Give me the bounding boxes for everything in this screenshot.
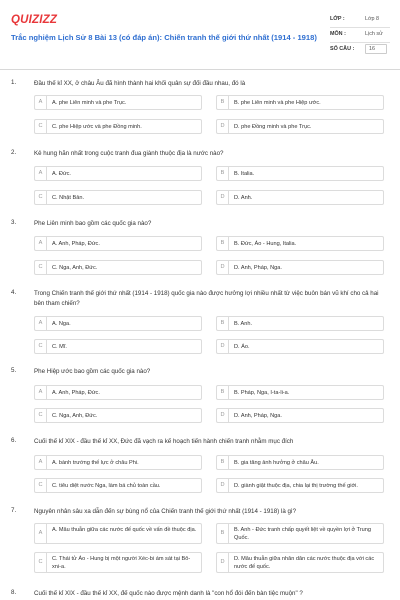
option-b[interactable] [216, 455, 384, 470]
question-text: Phe Liên minh bao gồm các quốc gia nào? [34, 220, 152, 227]
option-c[interactable] [34, 552, 202, 573]
option-text: A. Mâu thuẫn giữa các nước đế quốc về vấn đề thuộc địa. [52, 527, 197, 533]
question-number: 2. [11, 149, 17, 156]
option-letter: B [217, 237, 229, 250]
option-c[interactable] [34, 478, 202, 493]
option-a[interactable] [34, 455, 202, 470]
question-text: Cuối thế kỉ XIX - đầu thế kỉ XX, Đức đã vạch ra kế hoạch tiến hành chiến tranh nhằm mục đích [34, 438, 294, 445]
document-title: Trắc nghiệm Lịch Sử 8 Bài 13 (có đáp án): Chiến tranh thế giới thứ nhất (1914 - 1918) [11, 33, 317, 42]
option-text: C. tiêu diệt nước Nga, làm bá chủ toàn cầu. [52, 482, 161, 489]
option-text: D. Anh, Pháp, Nga. [234, 412, 282, 419]
option-letter: A [35, 386, 47, 399]
option-text: C. Nhật Bản. [52, 194, 85, 201]
option-c[interactable] [34, 190, 202, 205]
option-text: C. Mĩ. [52, 343, 67, 350]
option-letter: A [35, 96, 47, 109]
option-letter: A [35, 237, 47, 250]
option-letter: C [35, 409, 47, 422]
option-text: C. Nga, Anh, Đức. [52, 412, 98, 419]
option-b[interactable] [216, 385, 384, 400]
option-d[interactable] [216, 260, 384, 275]
question-text: Nguyên nhân sâu xa dẫn đến sự bùng nổ của Chiến tranh thế giới thứ nhất (1914 - 1918) là gì? [34, 508, 297, 515]
option-letter: D [217, 479, 229, 492]
question-text: Kẻ hung hăn nhất trong cuộc tranh đua giành thuộc địa là nước nào? [34, 150, 224, 157]
option-a[interactable] [34, 523, 202, 544]
question-number: 7. [11, 507, 17, 514]
option-text: A. Anh, Pháp, Đức. [52, 389, 100, 396]
option-c[interactable] [34, 119, 202, 134]
option-letter: D [217, 191, 229, 204]
option-letter: B [217, 96, 229, 109]
option-b[interactable] [216, 95, 384, 110]
option-d[interactable] [216, 478, 384, 493]
option-text: D. Mâu thuẫn giữa nhân dân các nước thuộc địa với các nước đế quốc. [234, 556, 375, 570]
quizizz-logo: QUIZIZZ [11, 14, 58, 26]
option-letter: C [35, 261, 47, 274]
option-letter: D [217, 120, 229, 133]
meta-value: Lớp 8 [365, 16, 380, 22]
option-letter: C [35, 479, 47, 492]
option-c[interactable] [34, 260, 202, 275]
question-number: 5. [11, 367, 17, 374]
option-b[interactable] [216, 236, 384, 251]
meta-value: 16 [365, 44, 387, 54]
option-text: B. Đức, Áo - Hung, Italia. [234, 240, 297, 247]
option-letter: A [35, 524, 47, 543]
option-text: A. Đức. [52, 170, 71, 177]
option-letter: C [35, 340, 47, 353]
option-text: C. Thái tử Áo - Hung bị một người Xéc-bi ám sát tại Bô-xni-a. [52, 556, 191, 570]
option-a[interactable] [34, 236, 202, 251]
option-text: C. Nga, Anh, Đức. [52, 264, 98, 271]
option-text: B. gia tăng ảnh hưởng ở châu Âu. [234, 459, 319, 466]
option-d[interactable] [216, 552, 384, 573]
option-text: D. Áo. [234, 343, 250, 350]
option-d[interactable] [216, 408, 384, 423]
question-number: 8. [11, 589, 17, 596]
option-letter: C [35, 120, 47, 133]
option-letter: B [217, 167, 229, 180]
option-b[interactable] [216, 166, 384, 181]
meta-label: SỐ CÂU : [330, 46, 355, 52]
page-header [0, 0, 400, 68]
option-text: A. Anh, Pháp, Đức. [52, 240, 100, 247]
option-letter: C [35, 191, 47, 204]
option-a[interactable] [34, 316, 202, 331]
option-letter: D [217, 340, 229, 353]
option-a[interactable] [34, 95, 202, 110]
option-letter: B [217, 456, 229, 469]
option-text: D. giành giật thuộc địa, chia lại thị trường thế giới. [234, 482, 358, 489]
option-letter: A [35, 456, 47, 469]
question-text: Đầu thế kỉ XX, ở châu Âu đã hình thành hai khối quân sự đối đầu nhau, đó là [34, 80, 246, 87]
option-a[interactable] [34, 166, 202, 181]
meta-row-count [330, 43, 390, 58]
question-number: 1. [11, 79, 17, 86]
option-letter: D [217, 409, 229, 422]
option-b[interactable] [216, 523, 384, 544]
meta-label: MÔN : [330, 31, 346, 37]
meta-value: Lịch sử [365, 31, 383, 37]
meta-row-class [330, 13, 390, 28]
option-text: A. phe Liên minh và phe Trục. [52, 99, 127, 106]
option-d[interactable] [216, 190, 384, 205]
option-letter: A [35, 317, 47, 330]
option-text: B. Italia. [234, 170, 255, 177]
option-d[interactable] [216, 119, 384, 134]
option-text: A. bành trướng thế lực ở châu Phi. [52, 459, 139, 466]
option-c[interactable] [34, 339, 202, 354]
option-text: B. Anh. [234, 320, 253, 327]
question-number: 6. [11, 437, 17, 444]
option-letter: B [217, 524, 229, 543]
question-text: Cuối thế kỉ XIX - đầu thế kỉ XX, đế quốc nào được mệnh danh là "con hổ đói đến bàn tiệc muộn" ? [34, 590, 303, 597]
meta-row-subject [330, 28, 390, 43]
header-divider [0, 69, 400, 70]
option-letter: B [217, 386, 229, 399]
question-text: Trong Chiến tranh thế giới thứ nhất (1914 - 1918) quốc gia nào được hưởng lợi nhiều nhất từ việc buôn bán vũ khí cho cả hai bên tham chiến? [34, 290, 379, 307]
option-letter: D [217, 261, 229, 274]
option-letter: B [217, 317, 229, 330]
question-number: 4. [11, 289, 17, 296]
option-letter: D [217, 553, 229, 572]
option-letter: C [35, 553, 47, 572]
option-text: D. Anh, Pháp, Nga. [234, 264, 282, 271]
option-text: C. phe Hiệp ước và phe Đồng minh. [52, 123, 142, 130]
option-text: A. Nga. [52, 320, 71, 327]
question-text: Phe Hiệp ước bao gồm các quốc gia nào? [34, 368, 151, 375]
option-d[interactable] [216, 339, 384, 354]
option-text: D. Anh. [234, 194, 253, 201]
option-text: D. phe Đồng minh và phe Trục. [234, 123, 312, 130]
option-c[interactable] [34, 408, 202, 423]
option-text: B. Anh - Đức tranh chấp quyết liệt về quyền lợi ở Trung Quốc. [234, 527, 372, 541]
meta-label: LỚP : [330, 16, 345, 22]
meta-info [330, 13, 390, 58]
option-letter: A [35, 167, 47, 180]
option-text: B. Pháp, Nga, I-ta-li-a. [234, 389, 290, 396]
option-a[interactable] [34, 385, 202, 400]
option-b[interactable] [216, 316, 384, 331]
question-number: 3. [11, 219, 17, 226]
option-text: B. phe Liên minh và phe Hiệp ước. [234, 99, 321, 106]
